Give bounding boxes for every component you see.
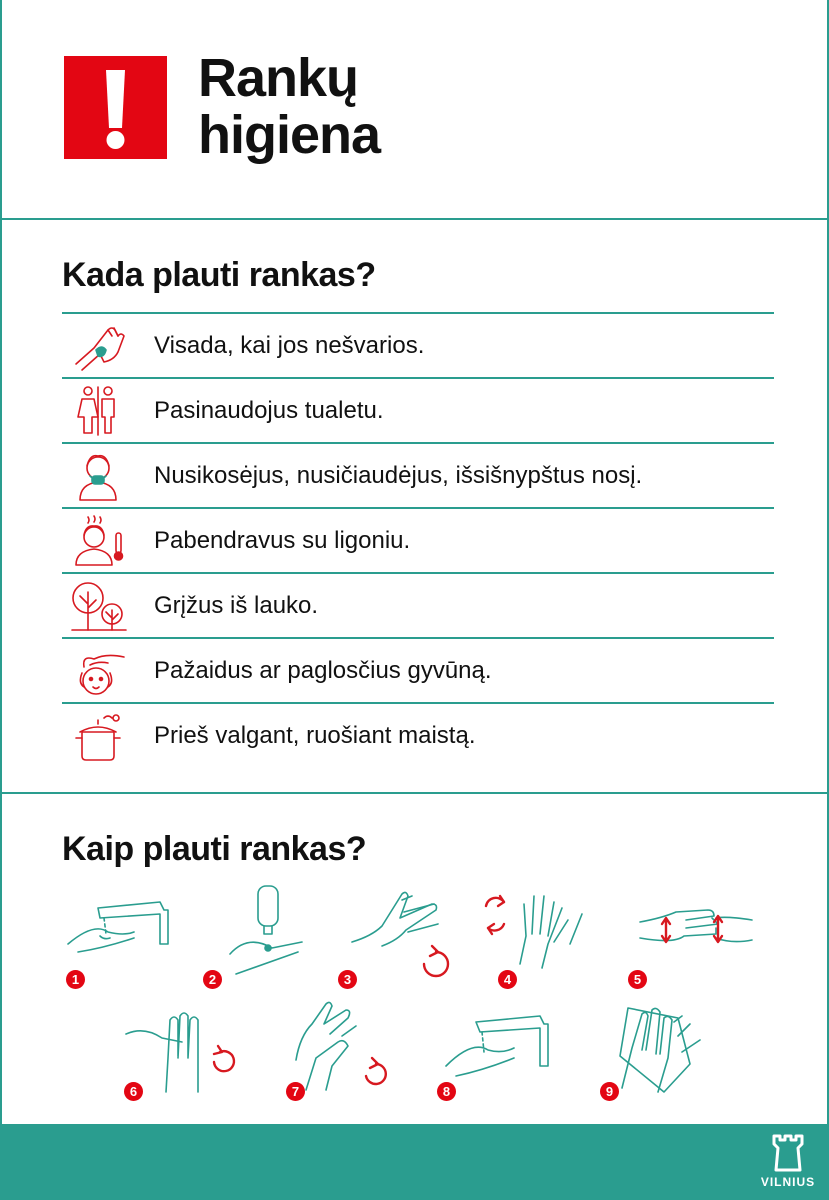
when-section-title: Kada plauti rankas? [62,256,376,294]
vilnius-logo [757,1132,819,1194]
list-item-text: Visada, kai jos nešvarios. [154,331,425,359]
dry-hands-towel-icon [602,996,722,1101]
step-number: 4 [498,970,517,989]
step-number: 3 [338,970,357,989]
rub-palms-icon [342,884,462,989]
list-item [62,702,774,767]
list-item-text: Pažaidus ar paglosčius gyvūną. [154,656,492,684]
petting-animal-icon [68,643,128,699]
list-item [62,377,774,442]
list-item-text: Grįžus iš lauko. [154,591,319,619]
rub-back-of-hands-icon [636,888,756,993]
dirty-hand-icon [68,318,128,374]
footer-bar [2,1124,829,1200]
list-item [62,442,774,507]
exclamation-icon [64,56,167,159]
step-number: 2 [203,970,222,989]
list-item [62,507,774,572]
how-to-wash-section [2,796,827,1124]
cooking-pot-icon [68,708,128,764]
step-number: 8 [437,1082,456,1101]
sneezing-person-icon [68,448,128,504]
how-section-title: Kaip plauti rankas? [62,830,367,868]
page-title [198,50,380,164]
step-number: 7 [286,1082,305,1101]
sick-person-thermometer-icon [68,513,128,569]
title-line-1: Rankų [198,48,359,108]
list-item [62,312,774,377]
trees-icon [68,578,128,634]
title-line-2: higiena [198,105,381,165]
list-item [62,637,774,702]
list-item-text: Pasinaudojus tualetu. [154,396,384,424]
list-item-text: Nusikosėjus, nusičiaudėjus, išsišnypštus nosį. [154,461,643,489]
step-number: 9 [600,1082,619,1101]
step-number: 6 [124,1082,143,1101]
step-number: 1 [66,970,85,989]
when-to-wash-section [2,222,827,794]
vilnius-tower-logo-icon [768,1132,808,1174]
list-item-text: Prieš valgant, ruošiant maistą. [154,721,476,749]
when-list [62,312,774,767]
step-number: 5 [628,970,647,989]
header [2,0,827,220]
logo-text: VILNIUS [760,1175,816,1189]
rinse-hands-icon [442,996,562,1101]
toilet-people-icon [68,383,128,439]
list-item [62,572,774,637]
list-item-text: Pabendravus su ligoniu. [154,526,411,554]
